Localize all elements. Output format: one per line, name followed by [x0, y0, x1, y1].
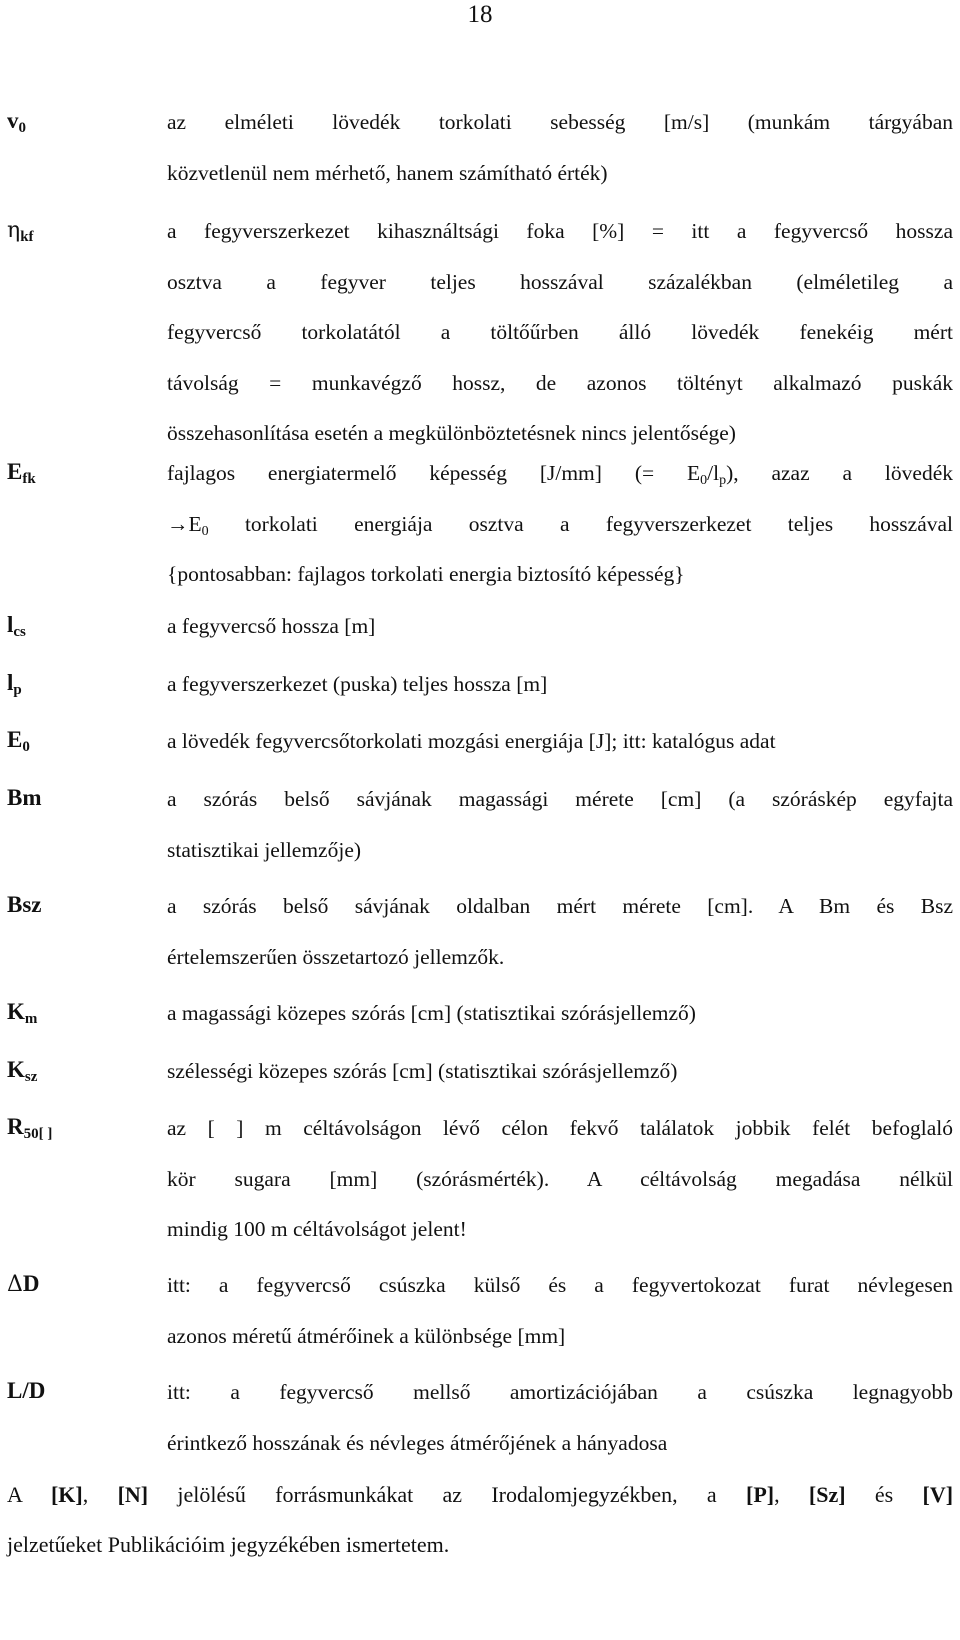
definition-line: kör sugara [mm] (szórásmérték). A céltávolság megadása nélkül	[167, 1166, 953, 1191]
definition-text	[167, 601, 953, 652]
definition-line: a lövedék fegyvercsőtorkolati mozgási energiája [J]; itt: katalógus adat	[167, 729, 776, 753]
symbol: ΔD	[7, 1271, 40, 1297]
arrow-icon: →	[167, 511, 189, 536]
definition-text	[167, 716, 953, 767]
definition-line: $\to E_0$ torkolati energiája osztva a fegyverszerkezet teljes hosszával	[167, 511, 953, 539]
definition-text	[167, 206, 953, 459]
definition-line: a szórás belső sávjának magassági mérete [cm] (a szóráskép egyfajta	[167, 787, 953, 811]
definition-line: közvetlenül nem mérhető, hanem számítható érték)	[167, 160, 608, 185]
definition-text	[167, 1367, 953, 1468]
footer-line: jelzetűeket Publikációim jegyzékében ismertetem.	[7, 1532, 450, 1557]
definition-text	[167, 448, 953, 600]
footer-paragraph	[7, 1470, 953, 1570]
symbol: L/D	[7, 1378, 46, 1403]
definition-line: osztva a fegyver teljes hosszával százalékban (elméletileg a	[167, 269, 953, 294]
definition-line: a fegyverszerkezet kihasználtsági foka [%] = itt a fegyvercső hossza	[167, 219, 953, 243]
definition-line: összehasonlítása esetén a megkülönböztetésnek nincs jelentősége)	[167, 421, 736, 445]
definition-text	[167, 659, 953, 710]
symbol: $K_m$	[7, 999, 38, 1027]
definition-text	[167, 774, 953, 875]
definition-line: érintkező hosszának és névleges átmérőjének a hányadosa	[167, 1430, 668, 1455]
definition-line: a fegyverszerkezet (puska) teljes hossza [m]	[167, 672, 548, 696]
definition-line: az [ ] m céltávolságon lévő célon fekvő találatok jobbik felét befoglaló	[167, 1116, 953, 1140]
symbol: $K_{sz}$	[7, 1057, 38, 1085]
definition-line: szélességi közepes szórás [cm] (statisztikai szórásjellemző)	[167, 1059, 678, 1083]
footer-line: A [K], [N] jelölésű forrásmunkákat az Irodalomjegyzékben, a [P], [Sz] és [V]	[7, 1482, 954, 1507]
page-number: 18	[467, 1, 493, 28]
definition-text	[167, 988, 953, 1039]
definition-line: itt: a fegyvercső mellső amortizációjában a csúszka legnagyobb	[167, 1380, 953, 1404]
definition-line: a szórás belső sávjának oldalban mért mérete [cm]. A Bm és Bsz	[167, 894, 953, 918]
definition-line: a magassági közepes szórás [cm] (statisztikai szórásjellemző)	[167, 1001, 696, 1025]
symbol: $l_p$	[7, 670, 22, 698]
symbol: $\eta_{kf}$	[7, 218, 34, 245]
definition-line: azonos méretű átmérőinek a különbsége [mm]	[167, 1323, 566, 1348]
symbol: $E_{fk}$	[7, 459, 36, 487]
definition-line: {pontosabban: fajlagos torkolati energia biztosító képesség}	[167, 562, 685, 586]
symbol: $R_{50[ ]}$	[7, 1114, 53, 1142]
delta-icon: Δ	[7, 1272, 23, 1297]
definition-text	[167, 97, 953, 198]
symbol: Bsz	[7, 892, 42, 917]
definition-text	[167, 1046, 953, 1097]
definition-line: itt: a fegyvercső csúszka külső és a fegyvertokozat furat névlegesen	[167, 1273, 953, 1297]
symbol: $l_{cs}$	[7, 612, 26, 640]
definition-text	[167, 1103, 953, 1255]
definition-line: fegyvercső torkolatától a töltőűrben álló lövedék fenekéig mért	[167, 320, 953, 344]
definition-line: fajlagos energiatermelő képesség [J/mm] (= $E_0/l_p$), azaz a lövedék	[167, 461, 953, 488]
definition-line: értelemszerűen összetartozó jellemzők.	[167, 944, 505, 969]
symbol: $E_0$	[7, 727, 30, 755]
definition-line: távolság = munkavégző hossz, de azonos töltényt alkalmazó puskák	[167, 370, 953, 395]
symbol: $v_0$	[7, 108, 26, 136]
definition-text	[167, 881, 953, 982]
definition-text	[167, 1260, 953, 1361]
definition-line: a fegyvercső hossza [m]	[167, 614, 376, 638]
definition-line: statisztikai jellemzője)	[167, 837, 362, 862]
definition-line: mindig 100 m céltávolságot jelent!	[167, 1217, 467, 1241]
symbol: Bm	[7, 785, 42, 810]
definition-line: az elméleti lövedék torkolati sebesség [m/s] (munkám tárgyában	[167, 110, 953, 134]
